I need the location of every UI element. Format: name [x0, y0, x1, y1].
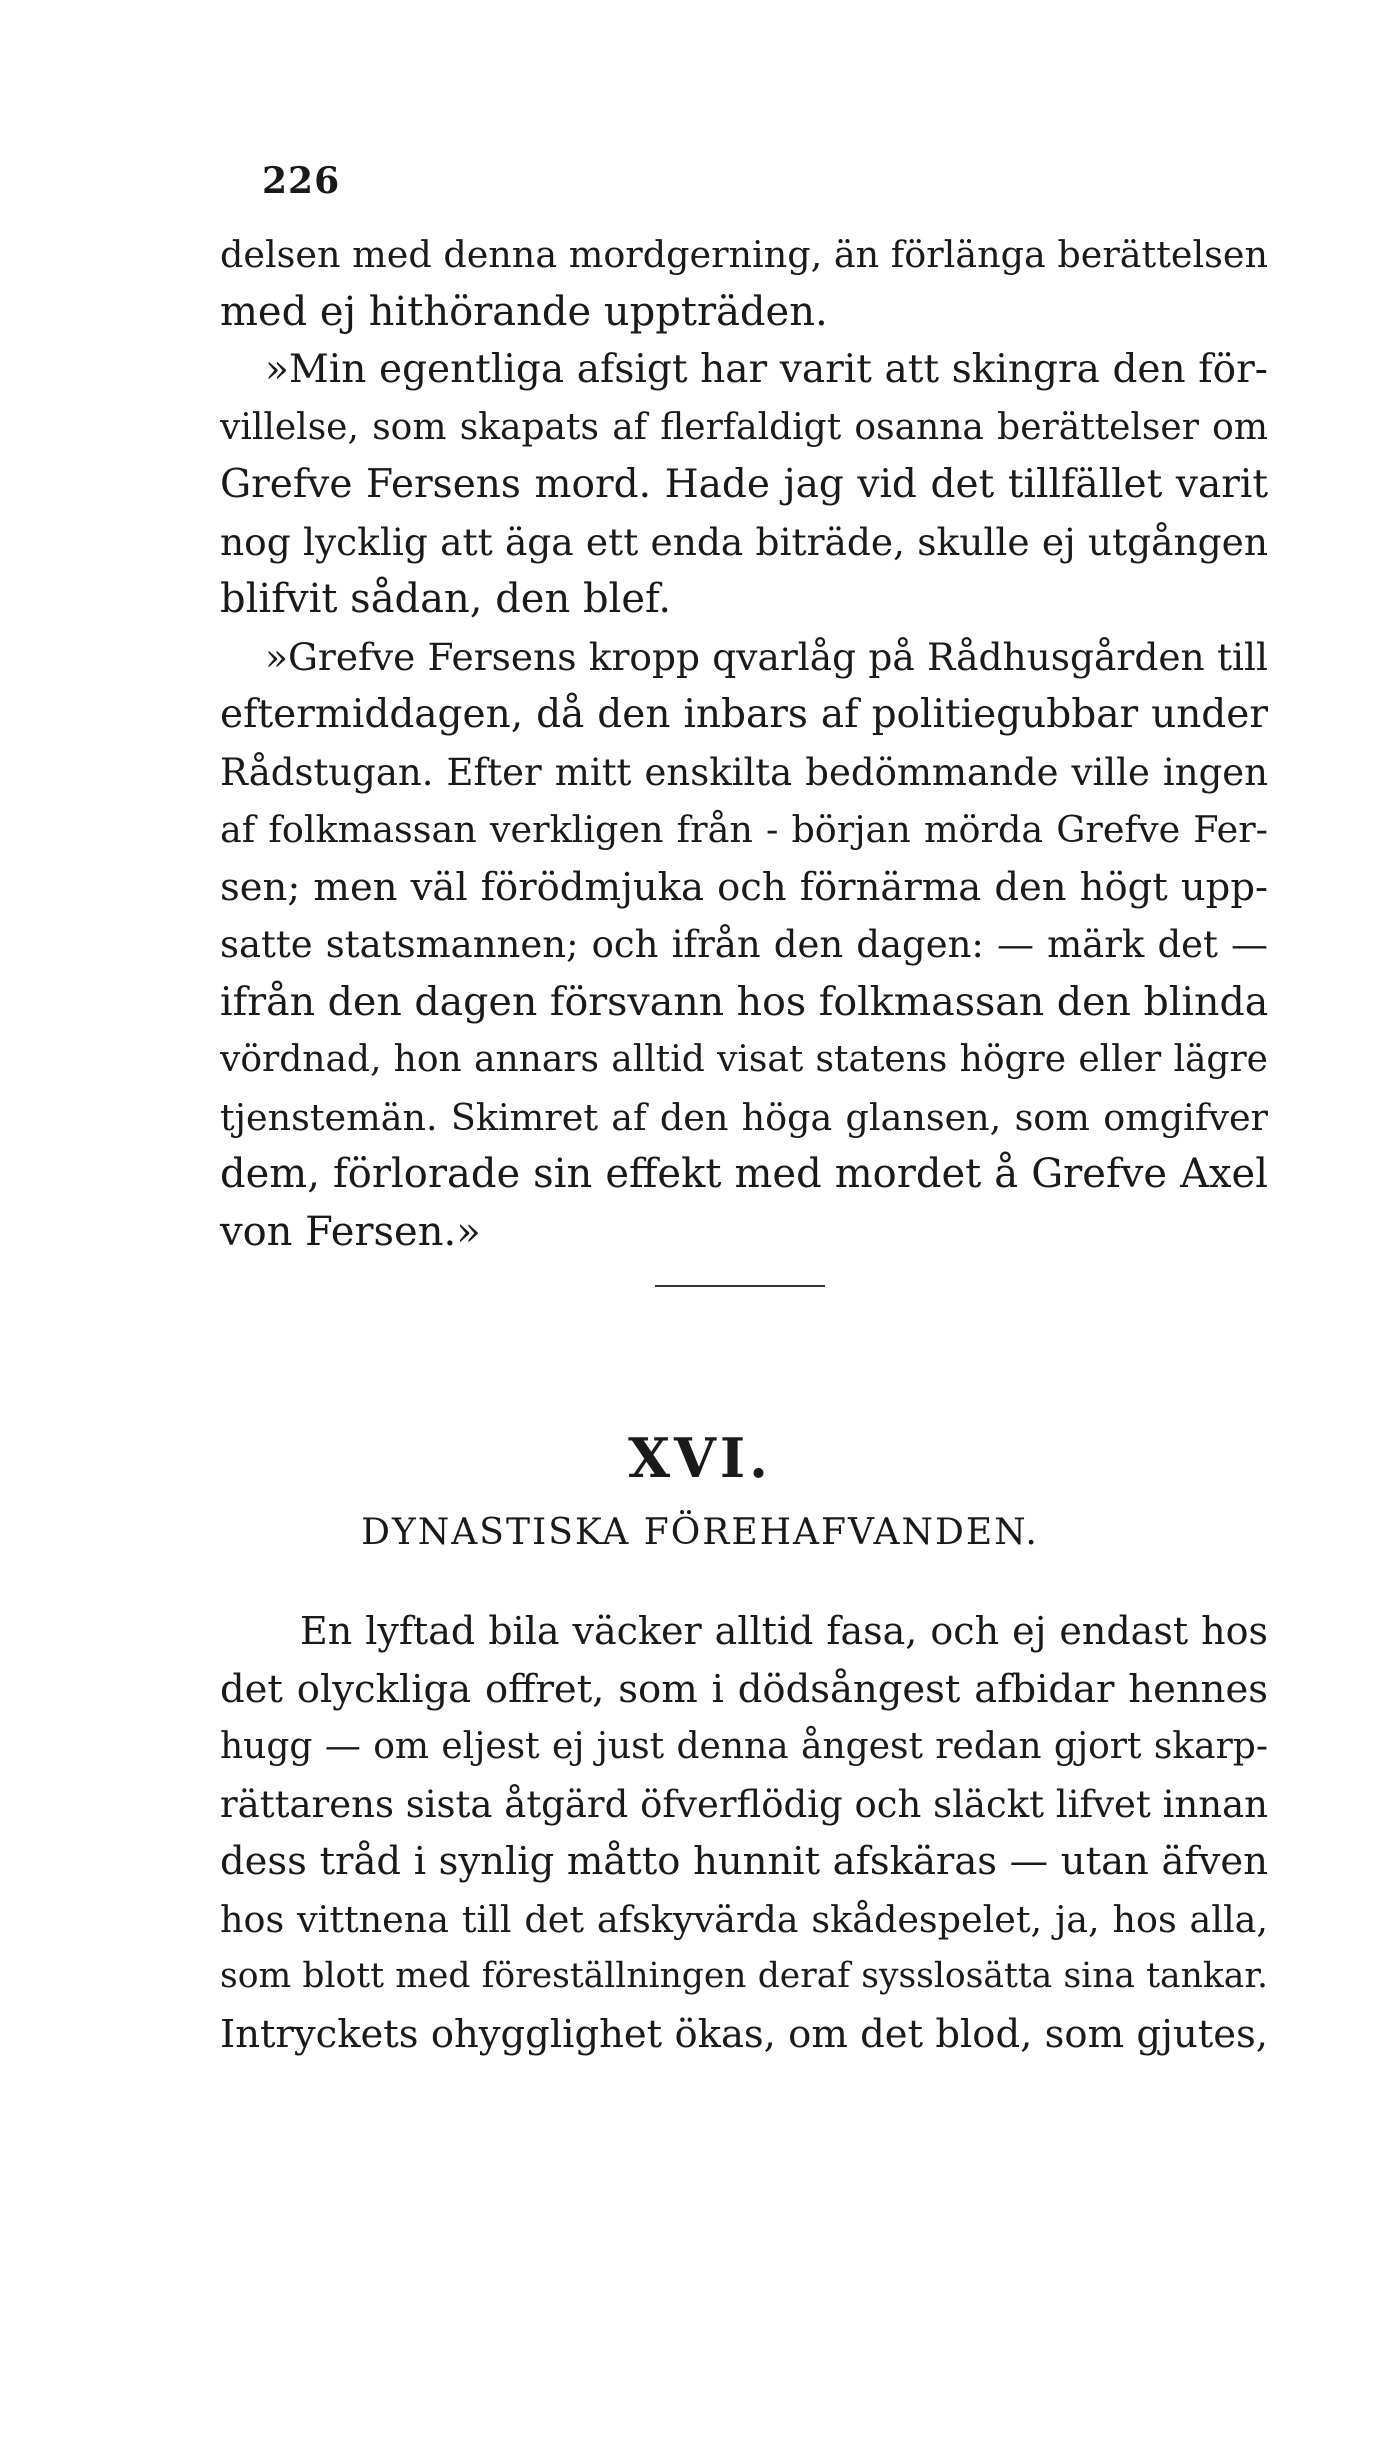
text-line: af folkmassan verkligen från - början mörda Grefve Fer-: [220, 808, 1268, 851]
text-line: delsen med denna mordgerning, än förlänga berättelsen: [220, 233, 1268, 276]
text-line: vördnad, hon annars alltid visat statens högre eller lägre: [220, 1039, 1268, 1080]
section-divider: [655, 1285, 825, 1287]
text-line: som blott med föreställningen deraf sysslosätta sina tankar.: [220, 1956, 1268, 1996]
text-line: Intryckets ohygglighet ökas, om det blod, som gjutes,: [220, 2011, 1268, 2057]
text-line: blifvit sådan, den blef.: [220, 576, 672, 622]
text-line: »Min egentliga afsigt har varit att skingra den för-: [265, 347, 1268, 392]
text-line: med ej hithörande uppträden.: [220, 288, 828, 335]
text-block-bottom: [220, 1603, 1268, 2063]
text-line: ifrån den dagen försvann hos folkmassan den blinda: [220, 978, 1269, 1025]
chapter-number: XVI.: [628, 1426, 772, 1490]
text-line: dem, förlorade sin effekt med mordet å Grefve Axel: [220, 1151, 1268, 1197]
text-line: villelse, som skapats af flerfaldigt osanna berättelser om: [220, 406, 1268, 448]
text-line: von Fersen.»: [220, 1208, 481, 1255]
text-line: hugg — om eljest ej just denna ångest redan gjort skarp-: [220, 1726, 1268, 1767]
text-line: hos vittnena till det afskyvärda skådespelet, ja, hos alla,: [220, 1897, 1268, 1941]
text-line: dess tråd i synlig måtto hunnit afskäras — utan äfven: [220, 1839, 1268, 1884]
page-number: 226: [262, 160, 341, 202]
text-line: En lyftad bila väcker alltid fasa, och ej endast hos: [300, 1609, 1268, 1653]
text-line: nog lycklig att äga ett enda biträde, skulle ej utgången: [220, 519, 1268, 564]
text-line: tjenstemän. Skimret af den höga glansen, som omgifver: [220, 1095, 1268, 1139]
text-line: eftermiddagen, då den inbars af politiegubbar under: [220, 692, 1268, 737]
text-line: satte statsmannen; och ifrån den dagen: — märk det —: [220, 923, 1268, 966]
text-line: sen; men väl förödmjuka och förnärma den högt upp-: [220, 864, 1268, 910]
text-block-top: [220, 226, 1268, 1261]
text-line: det olyckliga offret, som i dödsångest afbidar hennes: [220, 1666, 1268, 1712]
text-line: »Grefve Fersens kropp qvarlåg på Rådhusgården till: [265, 634, 1268, 679]
text-line: Rådstugan. Efter mitt enskilta bedömmande ville ingen: [220, 750, 1268, 794]
text-line: Grefve Fersens mord. Hade jag vid det tillfället varit: [220, 462, 1268, 507]
chapter-title: DYNASTISKA FÖREHAFVANDEN.: [361, 1512, 1039, 1553]
text-line: rättarens sista åtgärd öfverflödig och släckt lifvet innan: [220, 1782, 1268, 1826]
